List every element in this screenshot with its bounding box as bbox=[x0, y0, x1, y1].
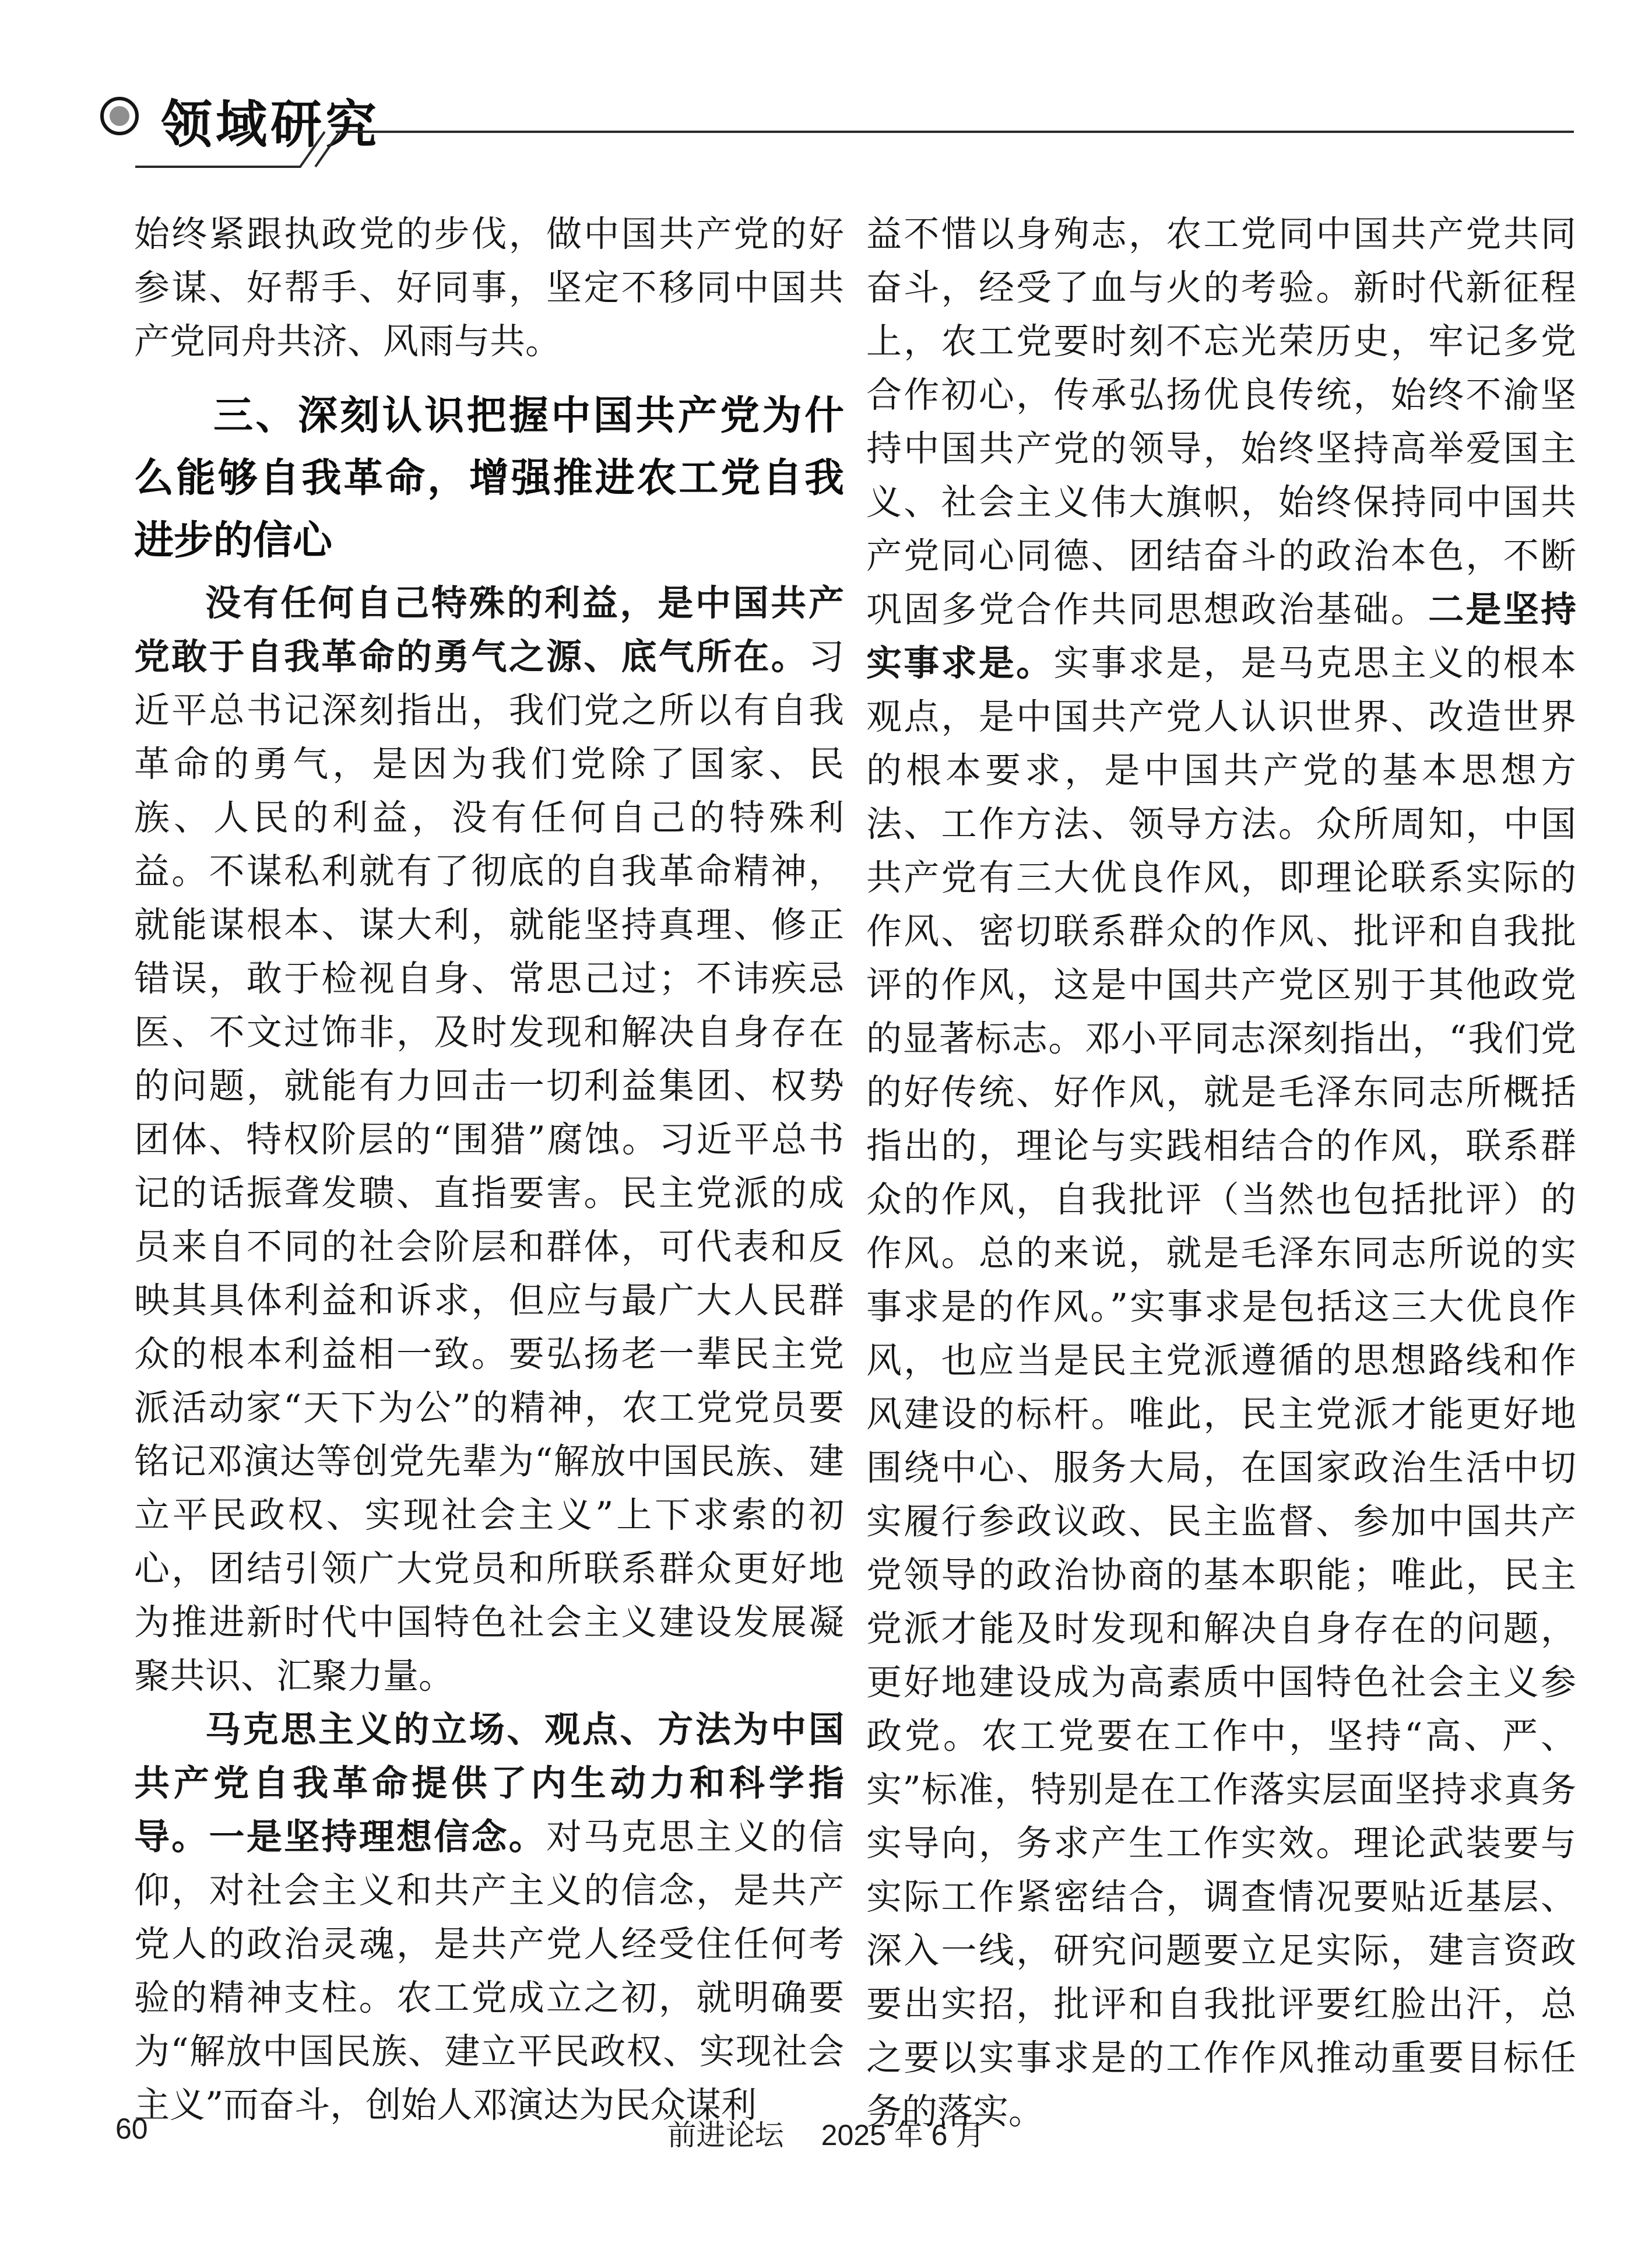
paragraph-self-revolution-bold-lead: 没有任何自己特殊的利益，是中国共产党敢于自我革命的勇气之源、底气所在。 bbox=[134, 582, 844, 678]
section-label: 领域研究 bbox=[161, 94, 381, 155]
paragraph-continuation-from-previous-page: 始终紧跟执政党的步伐，做中国共产党的好参谋、好帮手、好同事，坚定不移同中国共产党同舟共济、风雨与共。 bbox=[134, 213, 844, 362]
paragraph-marxism bbox=[134, 1703, 844, 2132]
section-heading: 三、深刻认识把握中国共产党为什么能够自我革命，增强推进农工党自我进步的信心 bbox=[134, 394, 844, 563]
header-rule-line bbox=[0, 0, 1652, 210]
issue-date: 2025 年 6 月 bbox=[821, 2119, 985, 2151]
paragraph-marxism-body-start: 对马克思主义的信仰，对社会主义和共产主义的信念，是共产党人的政治灵魂，是共产党人经受住任何考验的精神支柱。农工党成立之初，就明确要为“解放中国民族、建立平民政权、实现社会主义”而奋斗，创始人邓演达为民众谋利 bbox=[134, 1816, 844, 2126]
paragraph-self-revolution bbox=[134, 577, 844, 1703]
paragraph-marxism-remainder: 实事求是，是马克思主义的根本观点，是中国共产党人认识世界、改造世界的根本要求，是中国共产党的基本思想方法、工作方法、领导方法。众所周知，中国共产党有三大优良作风，即理论联系实际的作风、密切联系群众的作风、批评和自我批评的作风，这是中国共产党区别于其他政党的显著标志。邓小平同志深刻指出，“我们党的好传统、好作风，就是毛泽东同志所概括指出的，理论与实践相结合的作风，联系群众的作风，自我批评（当然也包括批评）的作风。总的来说，就是毛泽东同志所说的实事求是的作风。”实事求是包括这三大优良作风，也应当是民主党派遵循的思想路线和作风建设的标杆。唯此，民主党派才能更好地围绕中心、服务大局，在国家政治生活中切实履行参政议政、民主监督、参加中国共产党领导的政治协商的基本职能；唯此，民主党派才能及时发现和解决自身存在的问题，更好地建设成为高素质中国特色社会主义参政党。农工党要在工作中，坚持“高、严、实”标准，特别是在工作落实层面坚持求真务实导向，务求产生工作实效。理论武装要与实际工作紧密结合，调查情况要贴近基层、深入一线，研究问题要立足实际，建言资政要出实招，批评和自我批评要红脸出汗，总之要以实事求是的工作作风推动重要目标任务的落实。 bbox=[866, 643, 1576, 2132]
left-column bbox=[134, 208, 844, 2143]
bold-point-two-seek-truth: 二是坚持实事求是。 bbox=[866, 589, 1576, 684]
right-column bbox=[866, 208, 1576, 2143]
journal-name: 前进论坛 bbox=[667, 2119, 784, 2151]
page-footer bbox=[0, 2112, 1652, 2164]
paragraph-marxism-bold-lead: 马克思主义的立场、观点、方法为中国共产党自我革命提供了内生动力和科学指导。一是坚持理想信念。 bbox=[134, 1709, 844, 1858]
page-number: 60 bbox=[115, 2112, 148, 2145]
footer-journal-line bbox=[0, 2112, 1652, 2154]
page-header bbox=[0, 0, 1652, 187]
paragraph-self-revolution-body: 习近平总书记深刻指出，我们党之所以有自我革命的勇气，是因为我们党除了国家、民族、人民的利益，没有任何自己的特殊利益。不谋私利就有了彻底的自我革命精神，就能谋根本、谋大利，就能坚持真理、修正错误，敢于检视自身、常思己过；不讳疾忌医、不文过饰非，及时发现和解决自身存在的问题，就能有力回击一切利益集团、权势团体、特权阶层的“围猎”腐蚀。习近平总书记的话振聋发聩、直指要害。民主党派的成员来自不同的社会阶层和群体，可代表和反映其具体利益和诉求，但应与最广大人民群众的根本利益相一致。要弘扬老一辈民主党派活动家“天下为公”的精神，农工党党员要铭记邓演达等创党先辈为“解放中国民族、建立平民政权、实现社会主义”上下求索的初心，团结引领广大党员和所联系群众更好地为推进新时代中国特色社会主义建设发展凝聚共识、汇聚力量。 bbox=[134, 636, 844, 1697]
paragraph-marxism-body-continued: 益不惜以身殉志，农工党同中国共产党共同奋斗，经受了血与火的考验。新时代新征程上，农工党要时刻不忘光荣历史，牢记多党合作初心，传承弘扬优良传统，始终不渝坚持中国共产党的领导，始终坚持高举爱国主义、社会主义伟大旗帜，始终保持同中国共产党同心同德、团结奋斗的政治本色，不断巩固多党合作共同思想政治基础。 bbox=[866, 213, 1576, 630]
paragraph-marxism-continued bbox=[866, 208, 1576, 2139]
